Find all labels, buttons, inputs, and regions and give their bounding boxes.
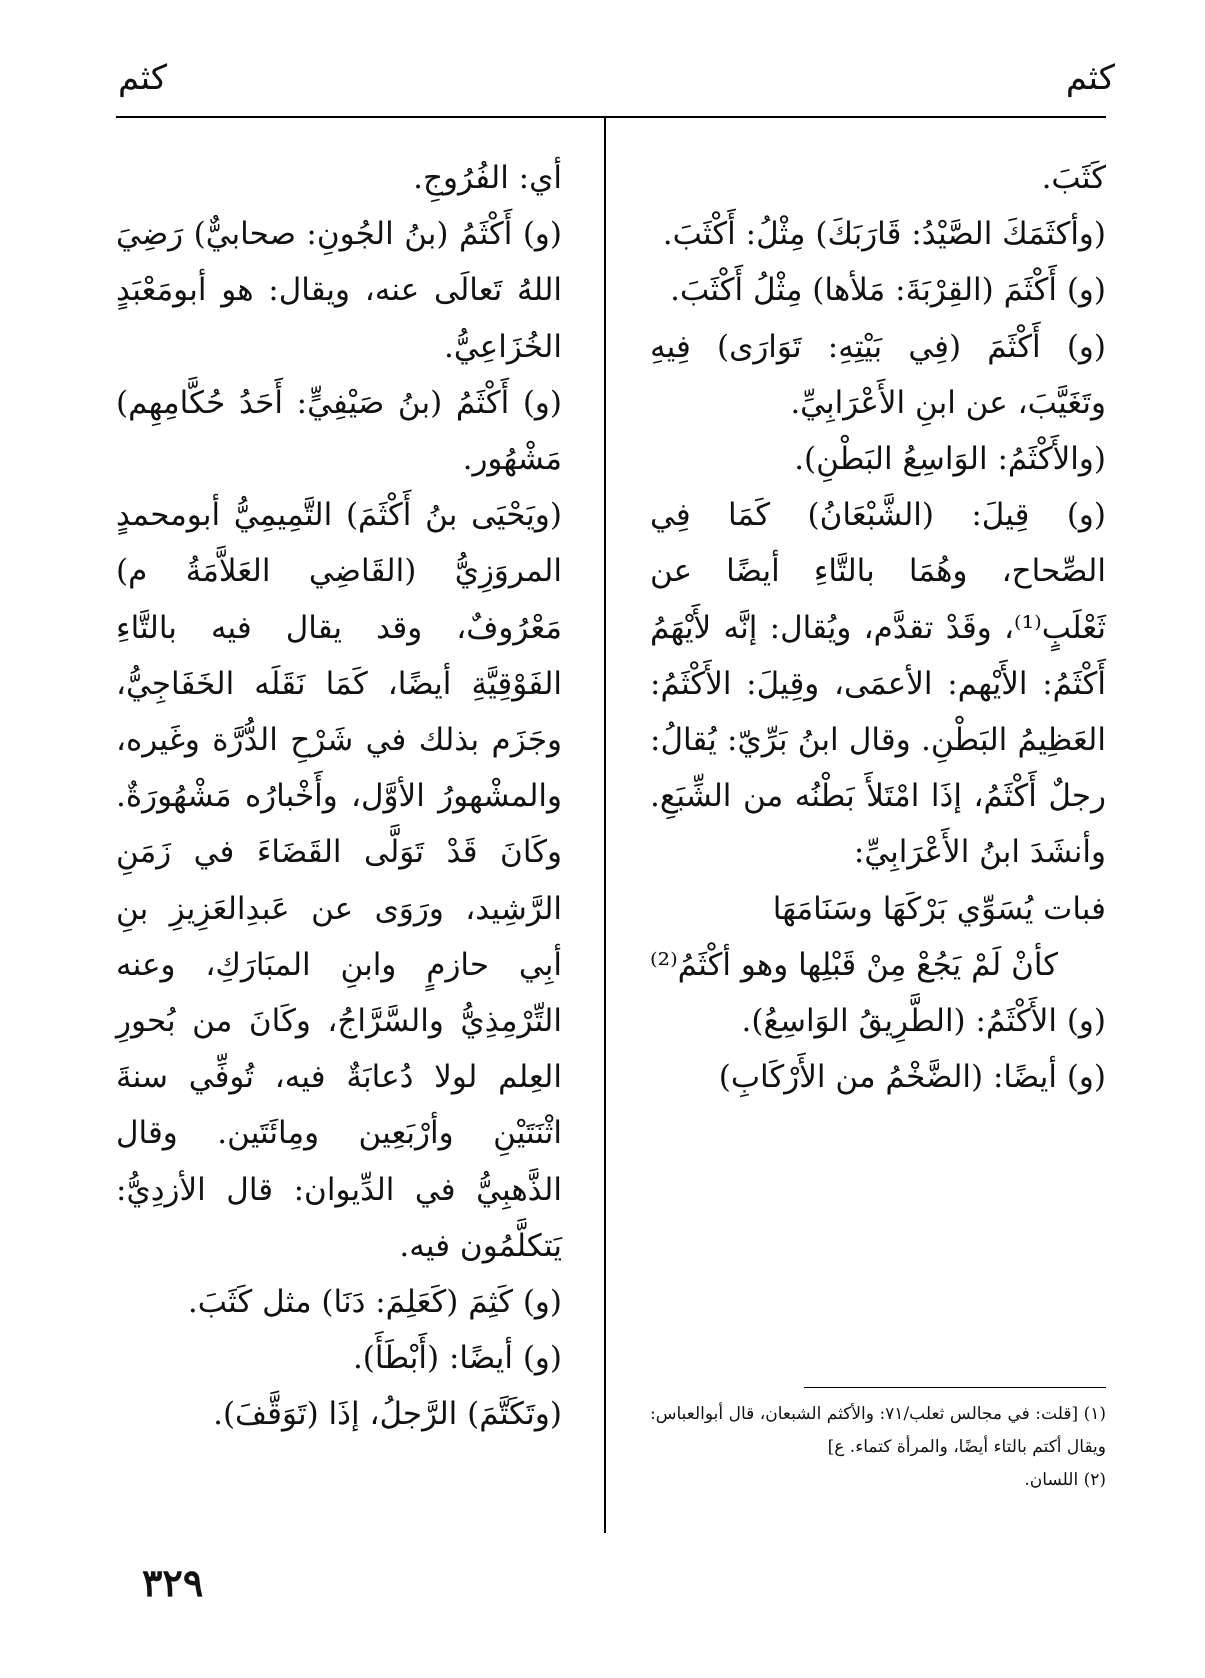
entry-paragraph: (و) قِيلَ: (الشَّبْعَانُ) كَمَا فِي الصِّحاح، وهُمَا بالتَّاءِ أيضًا عن ثَعْلَبٍ⁽¹⁾، وقَدْ تقدَّم، ويُقال: إنَّه لأَيْهَمُ أَكْثَمُ: الأَيْهم: الأعمَى، وقِيلَ: الأَكْثَمُ: العَظِيمُ البَطْنِ. وقال ابنُ بَرِّيّ: يُقالُ: رجلٌ أَكْثَمُ، إذَا امْتَلأَ بَطْنُه من الشِّبَعِ. وأنشَدَ ابنُ الأَعْرَابِيِّ: [650, 497, 1106, 871]
footnotes [650, 1398, 1106, 1497]
running-header-right: كثم [1065, 58, 1115, 98]
entry-paragraph: (و) كَثِمَ (كَعَلِمَ: دَنَا) مثل كَثَبَ. [187, 1284, 562, 1321]
entry-paragraph: (و) أيضًا: (الضَّخْمُ من الأَرْكَابِ) [718, 1059, 1106, 1096]
entry-paragraph: (والأَكْثَمُ: الوَاسِعُ البَطْنِ). [794, 441, 1106, 478]
entry-paragraph: (و) أَكْثَمَ (فِي بَيْتِهِ: تَوَارَى) فِيهِ وتَغَيَّبَ، عن ابنِ الأَعْرَابِيِّ. [650, 328, 1106, 421]
column-divider [604, 116, 606, 1533]
poetry-verse-first-hemistich: فبات يُسَوِّي بَرْكَهَا وسَنَامَهَا [772, 890, 1106, 927]
entry-paragraph: (ويَحْيَى بنُ أَكْثَمَ) التَّمِيمِيُّ أبومحمدٍ المروَزِيُّ (القَاضِي العَلاَّمَةُ م) مَعْرُوفٌ، وقد يقال فيه بالتَّاءِ الفَوْقِيَّةِ أيضًا، كَمَا نَقَلَه الخَفَاجِيُّ، وجَزَم بذلك في شَرْحِ الدُّرَّة وغَيره، والمشْهورُ الأوَّل، وأَخْبارُه مَشْهُورَةٌ. وكَانَ قَدْ تَوَلَّى القَضَاءَ في زَمَنِ الرَّشِيد، ورَوَى عن عَبدِالعَزِيزِ بنِ أبِي حازمٍ وابنِ المبَارَكِ، وعنه التِّرْمِذِيُّ والسَّرَّاجُ، وكَانَ من بُحورِ العِلم لولا دُعابَةٌ فيه، تُوفِّي سنةَ اثْنَتَيْنِ وأرْبَعِين ومِائَتَين. وقال الذَّهبِيُّ في الدِّيوان: قال الأزدِيُّ: يَتكلَّمُون فيه. [116, 497, 562, 1264]
entry-paragraph: (و) أَكْثَمُ (بنُ صَيْفِيٍّ: أَحَدُ حُكَّامِهِم) مَشْهُور. [116, 384, 562, 478]
left-column [116, 150, 562, 1443]
footnote-rule [804, 1387, 1106, 1388]
entry-paragraph: (وأكثَمَكَ الصَّيْدُ: قَارَبَكَ) مِثْلُ: أَكْثَبَ. [662, 216, 1106, 253]
entry-paragraph: (و) أيضًا: (أَبْطَأَ). [352, 1340, 562, 1377]
footnote: (١) [قلت: في مجالس ثعلب/٧١: والأكثم الشبعان، قال أبوالعباس: ويقال أكتم بالتاء أيضًا، والمرأة كتماء. ع] [650, 1404, 1106, 1457]
entry-paragraph: كَثَبَ. [1041, 160, 1106, 196]
entry-paragraph: (و) الأَكْثَمُ: (الطَّرِيقُ الوَاسِعُ). [741, 1003, 1106, 1040]
page-number: ٣٢٩ [142, 1560, 204, 1605]
entry-paragraph: (و) أَكْثَمُ (بنُ الجُونِ: صحابيٌّ) رَضِيَ اللهُ تَعالَى عنه، ويقال: هو أبومَعْبَدٍ الخُزَاعِيُّ. [116, 216, 562, 365]
poetry-verse-second-hemistich: كأنْ لَمْ يَجُعْ مِنْ قَبْلِها وهو أكْثَمُ⁽²⁾ [650, 946, 1059, 983]
running-header-left: كثم [118, 58, 168, 98]
entry-paragraph: أي: الفُرُوجِ. [413, 160, 562, 196]
entry-paragraph: (و) أَكْثَمَ (القِرْبَةَ: مَلأها) مِثْلُ أَكْثَبَ. [670, 272, 1106, 309]
entry-paragraph: (وتَكَتَّمَ) الرَّجلُ، إذَا (تَوَقَّفَ). [213, 1396, 562, 1433]
header-rule [116, 116, 1106, 118]
right-column [650, 150, 1106, 1105]
footnote: (٢) اللسان. [1024, 1470, 1106, 1490]
